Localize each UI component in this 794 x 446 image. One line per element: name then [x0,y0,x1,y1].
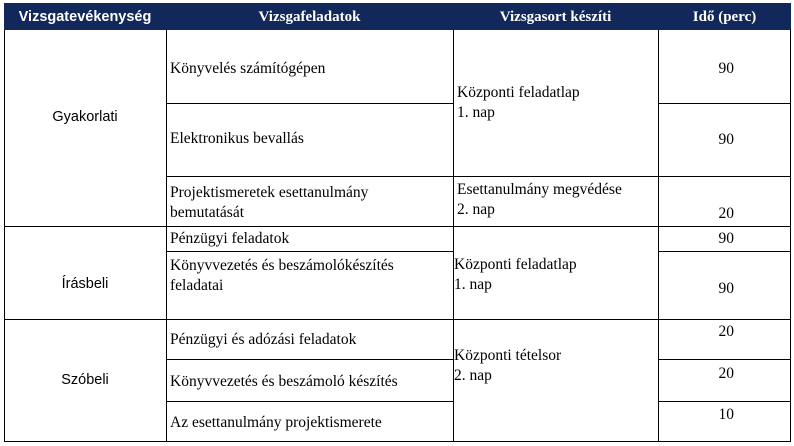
hline-time-1 [658,103,791,104]
header-time: Idő (perc) [658,3,791,30]
maker-line1: Központi feladatlap [454,256,577,273]
hline-time-4 [658,251,791,252]
time-1: 90 [718,60,734,77]
activity-irasbeli: Írásbeli [61,275,109,292]
maker-kozponti-feladatlap-1 [454,83,657,123]
hline-task-4 [166,251,453,252]
hline-task-1 [166,103,453,104]
maker-kozponti-tetelsor [454,346,657,386]
task-projektismeretek: Projektismeretek esettanulmány bemutatását [170,184,369,221]
header-maker: Vizsgasort készíti [453,3,658,30]
maker-kozponti-feladatlap-2 [454,255,657,295]
task-esettanulmany-projekt: Az esettanulmány projektismerete [170,414,382,431]
hline-bottom [4,441,791,442]
maker-line1: Központi feladatlap [457,84,580,101]
time-6: 20 [718,323,734,340]
activity-szobeli: Szóbeli [61,372,109,388]
task-konyvvezetes-feladatai: Könyvvezetés és beszámolókészítés feladatai [170,257,394,294]
time-8: 10 [718,406,734,423]
header-activity: Vizsgatevékenység [4,3,166,30]
task-penzugyi-adozasi: Pénzügyi és adózási feladatok [170,331,357,348]
maker-esettanulmany [454,180,657,220]
maker-line2: 1. nap [454,276,492,293]
time-5: 90 [718,280,734,297]
task-konyveles: Könyvelés számítógépen [170,60,326,77]
maker-line1: Esettanulmány megvédése [457,181,622,198]
task-elektronikus: Elektronikus bevallás [170,130,304,147]
vline-right [790,30,791,442]
hline-row-2 [166,176,791,177]
hline-time-7 [658,401,791,402]
header-tasks: Vizsgafeladatok [166,3,453,30]
time-3: 20 [718,205,734,222]
time-4: 90 [718,230,734,247]
maker-line1: Központi tételsor [454,347,562,364]
maker-line2: 2. nap [454,367,492,384]
task-penzugyi: Pénzügyi feladatok [170,230,290,247]
hline-task-6 [166,359,453,360]
maker-line2: 1. nap [457,104,495,121]
hline-time-6 [658,359,791,360]
time-7: 20 [718,365,734,382]
maker-line2: 2. nap [457,201,495,218]
task-konyvvezetes-beszamolo: Könyvvezetés és beszámoló készítés [170,373,398,390]
hline-task-7 [166,401,453,402]
activity-gyakorlati: Gyakorlati [52,109,118,125]
time-2: 90 [718,131,734,148]
